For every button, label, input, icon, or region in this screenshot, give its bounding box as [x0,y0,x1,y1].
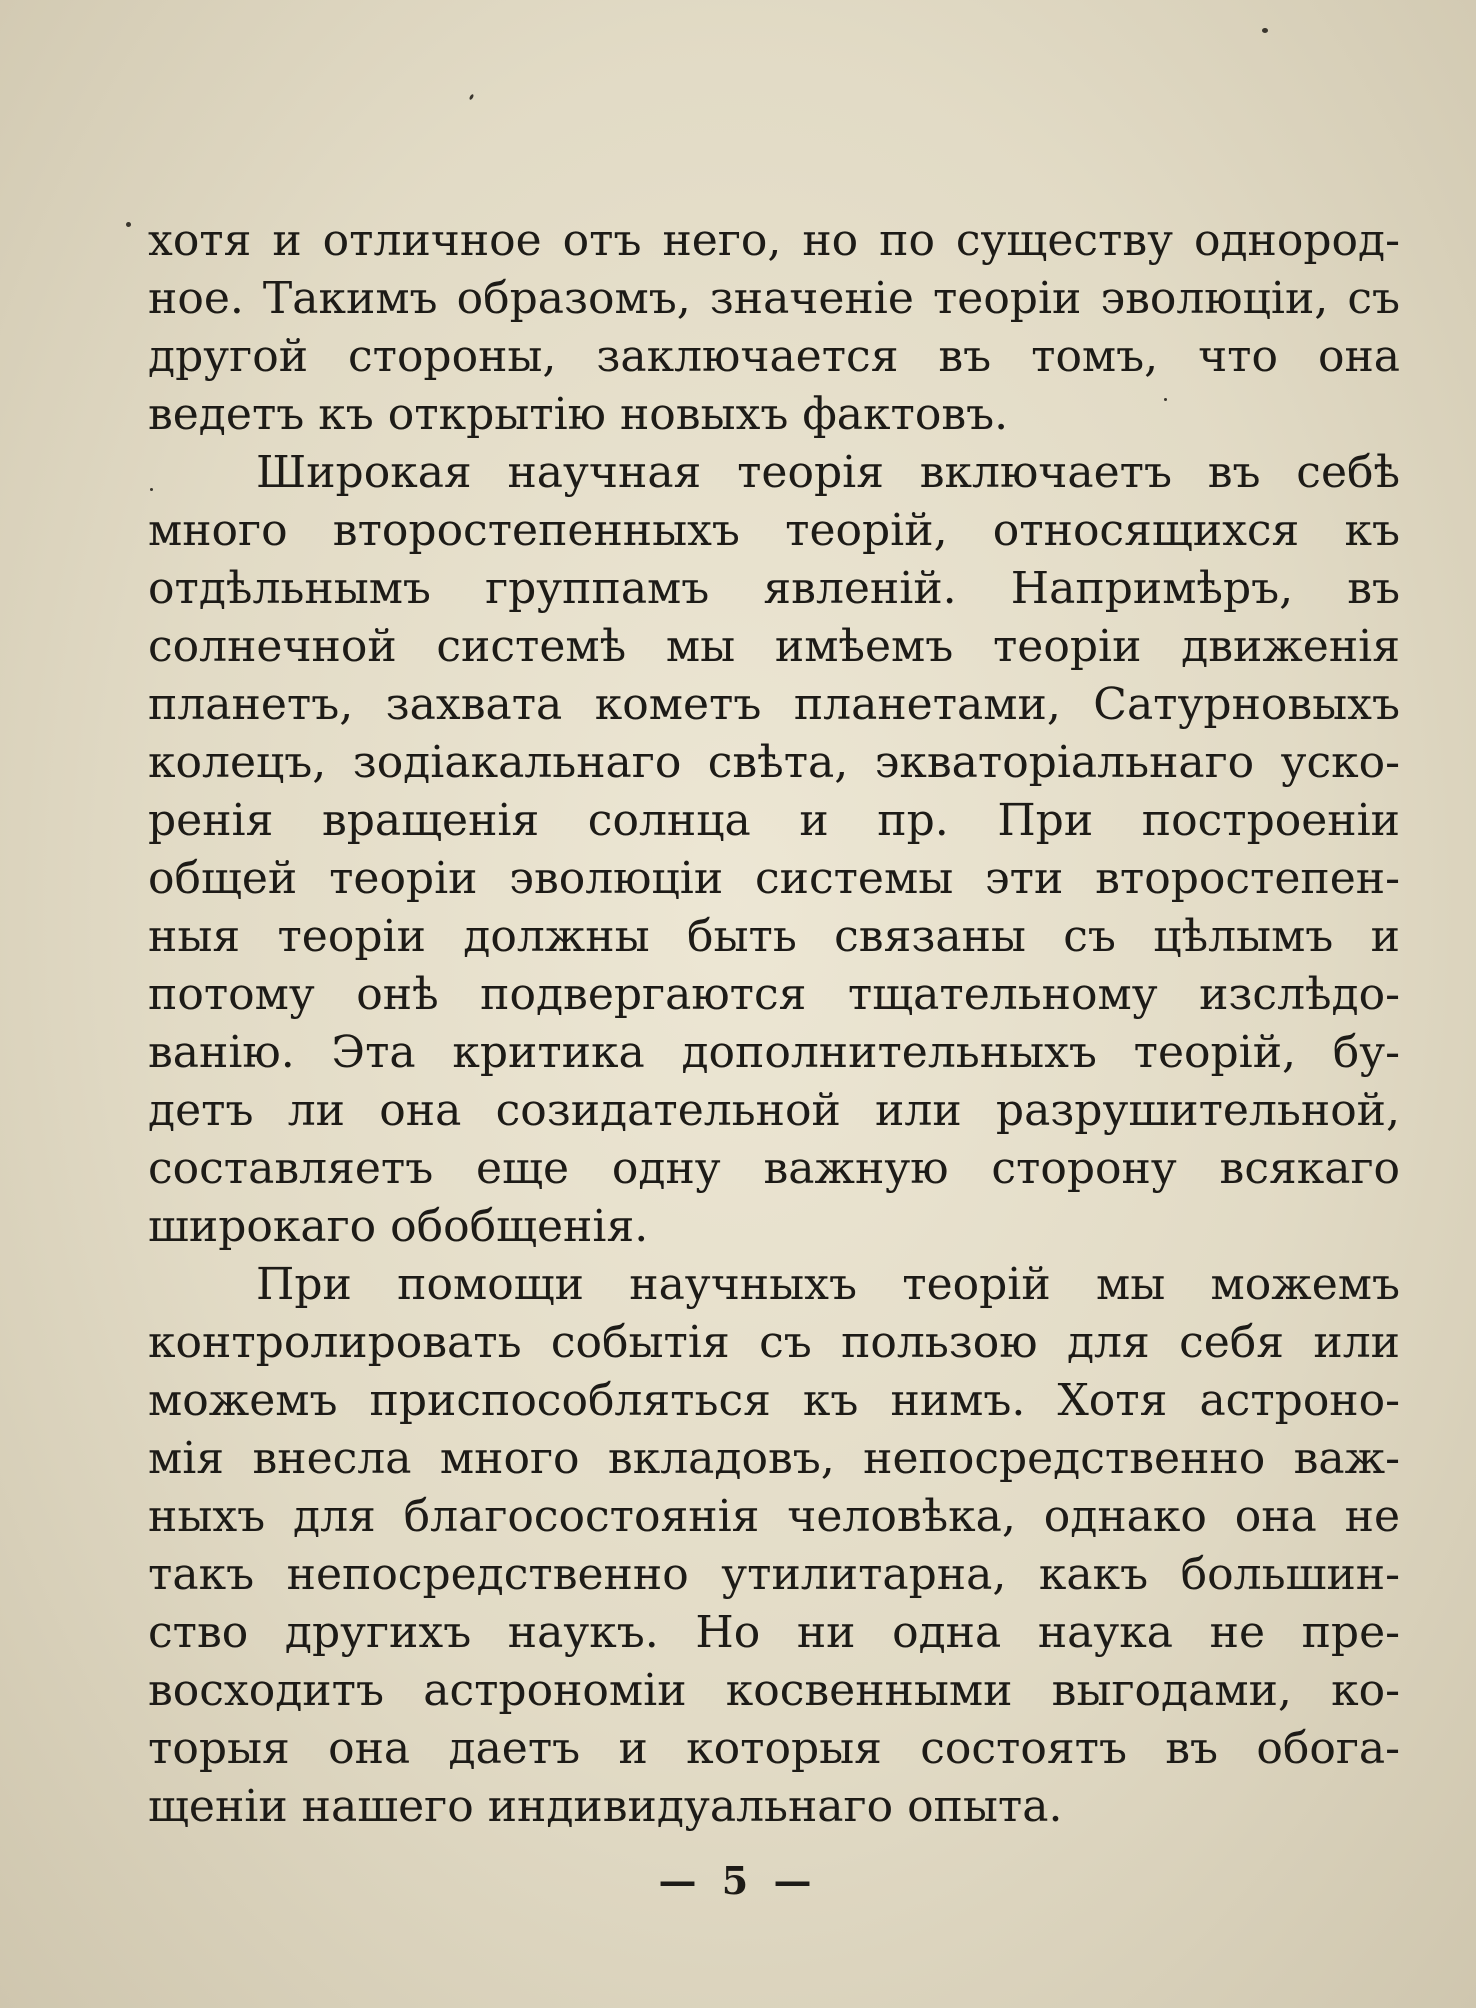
text-line: детъ ли она созидательной или разрушительной, [148,1085,1400,1136]
text-line: другой стороны, заключается въ томъ, что она [148,331,1400,382]
text-line: ведетъ къ открытію новыхъ фактовъ. [148,389,1009,440]
text-line: солнечной системѣ мы имѣемъ теоріи движенія [148,621,1400,672]
text-line: мія внесла много вкладовъ, непосредственно важ- [148,1433,1400,1484]
text-line: контролировать событія съ пользою для себя или [148,1317,1400,1368]
text-line: планетъ, захвата кометъ планетами, Сатурновыхъ [148,679,1400,730]
text-line: отдѣльнымъ группамъ явленій. Напримѣръ, въ [148,563,1400,614]
text-line: щеніи нашего индивидуальнаго опыта. [148,1781,1063,1832]
page-number: — 5 — [658,1858,818,1903]
text-line: ныя теоріи должны быть связаны съ цѣлымъ и [148,911,1400,962]
text-line: ное. Такимъ образомъ, значеніе теоріи эволюціи, съ [148,273,1400,324]
text-line: ренія вращенія солнца и пр. При построеніи [148,795,1400,846]
text-line: Широкая научная теорія включаетъ въ себѣ [256,447,1400,498]
text-line: широкаго обобщенія. [148,1201,649,1252]
text-line: ство другихъ наукъ. Но ни одна наука не пре- [148,1607,1400,1658]
ink-speck [150,488,153,491]
text-line: такъ непосредственно утилитарна, какъ большин- [148,1549,1400,1600]
text-line: можемъ приспособляться къ нимъ. Хотя астроно- [148,1375,1400,1426]
text-line: хотя и отличное отъ него, но по существу однород- [148,215,1400,266]
body-text [148,212,1400,1836]
ink-speck [1164,398,1167,401]
text-line: ныхъ для благосостоянія человѣка, однако она не [148,1491,1400,1542]
text-line: ванію. Эта критика дополнительныхъ теорій, бу- [148,1027,1400,1078]
text-line: При помощи научныхъ теорій мы можемъ [256,1259,1400,1310]
text-line: много второстепенныхъ теорій, относящихся къ [148,505,1400,556]
text-line: торыя она даетъ и которыя состоятъ въ обога- [148,1723,1400,1774]
text-line: общей теоріи эволюціи системы эти второстепен- [148,853,1400,904]
text-line: составляетъ еще одну важную сторону всякаго [148,1143,1400,1194]
text-line: колецъ, зодіакальнаго свѣта, экваторіальнаго уско- [148,737,1400,788]
text-line: потому онѣ подвергаются тщательному изслѣдо- [148,969,1400,1020]
ink-speck [126,222,131,227]
text-line: восходитъ астрономіи косвенными выгодами, ко- [148,1665,1400,1716]
ink-speck [1262,28,1268,33]
ink-speck [469,94,475,101]
